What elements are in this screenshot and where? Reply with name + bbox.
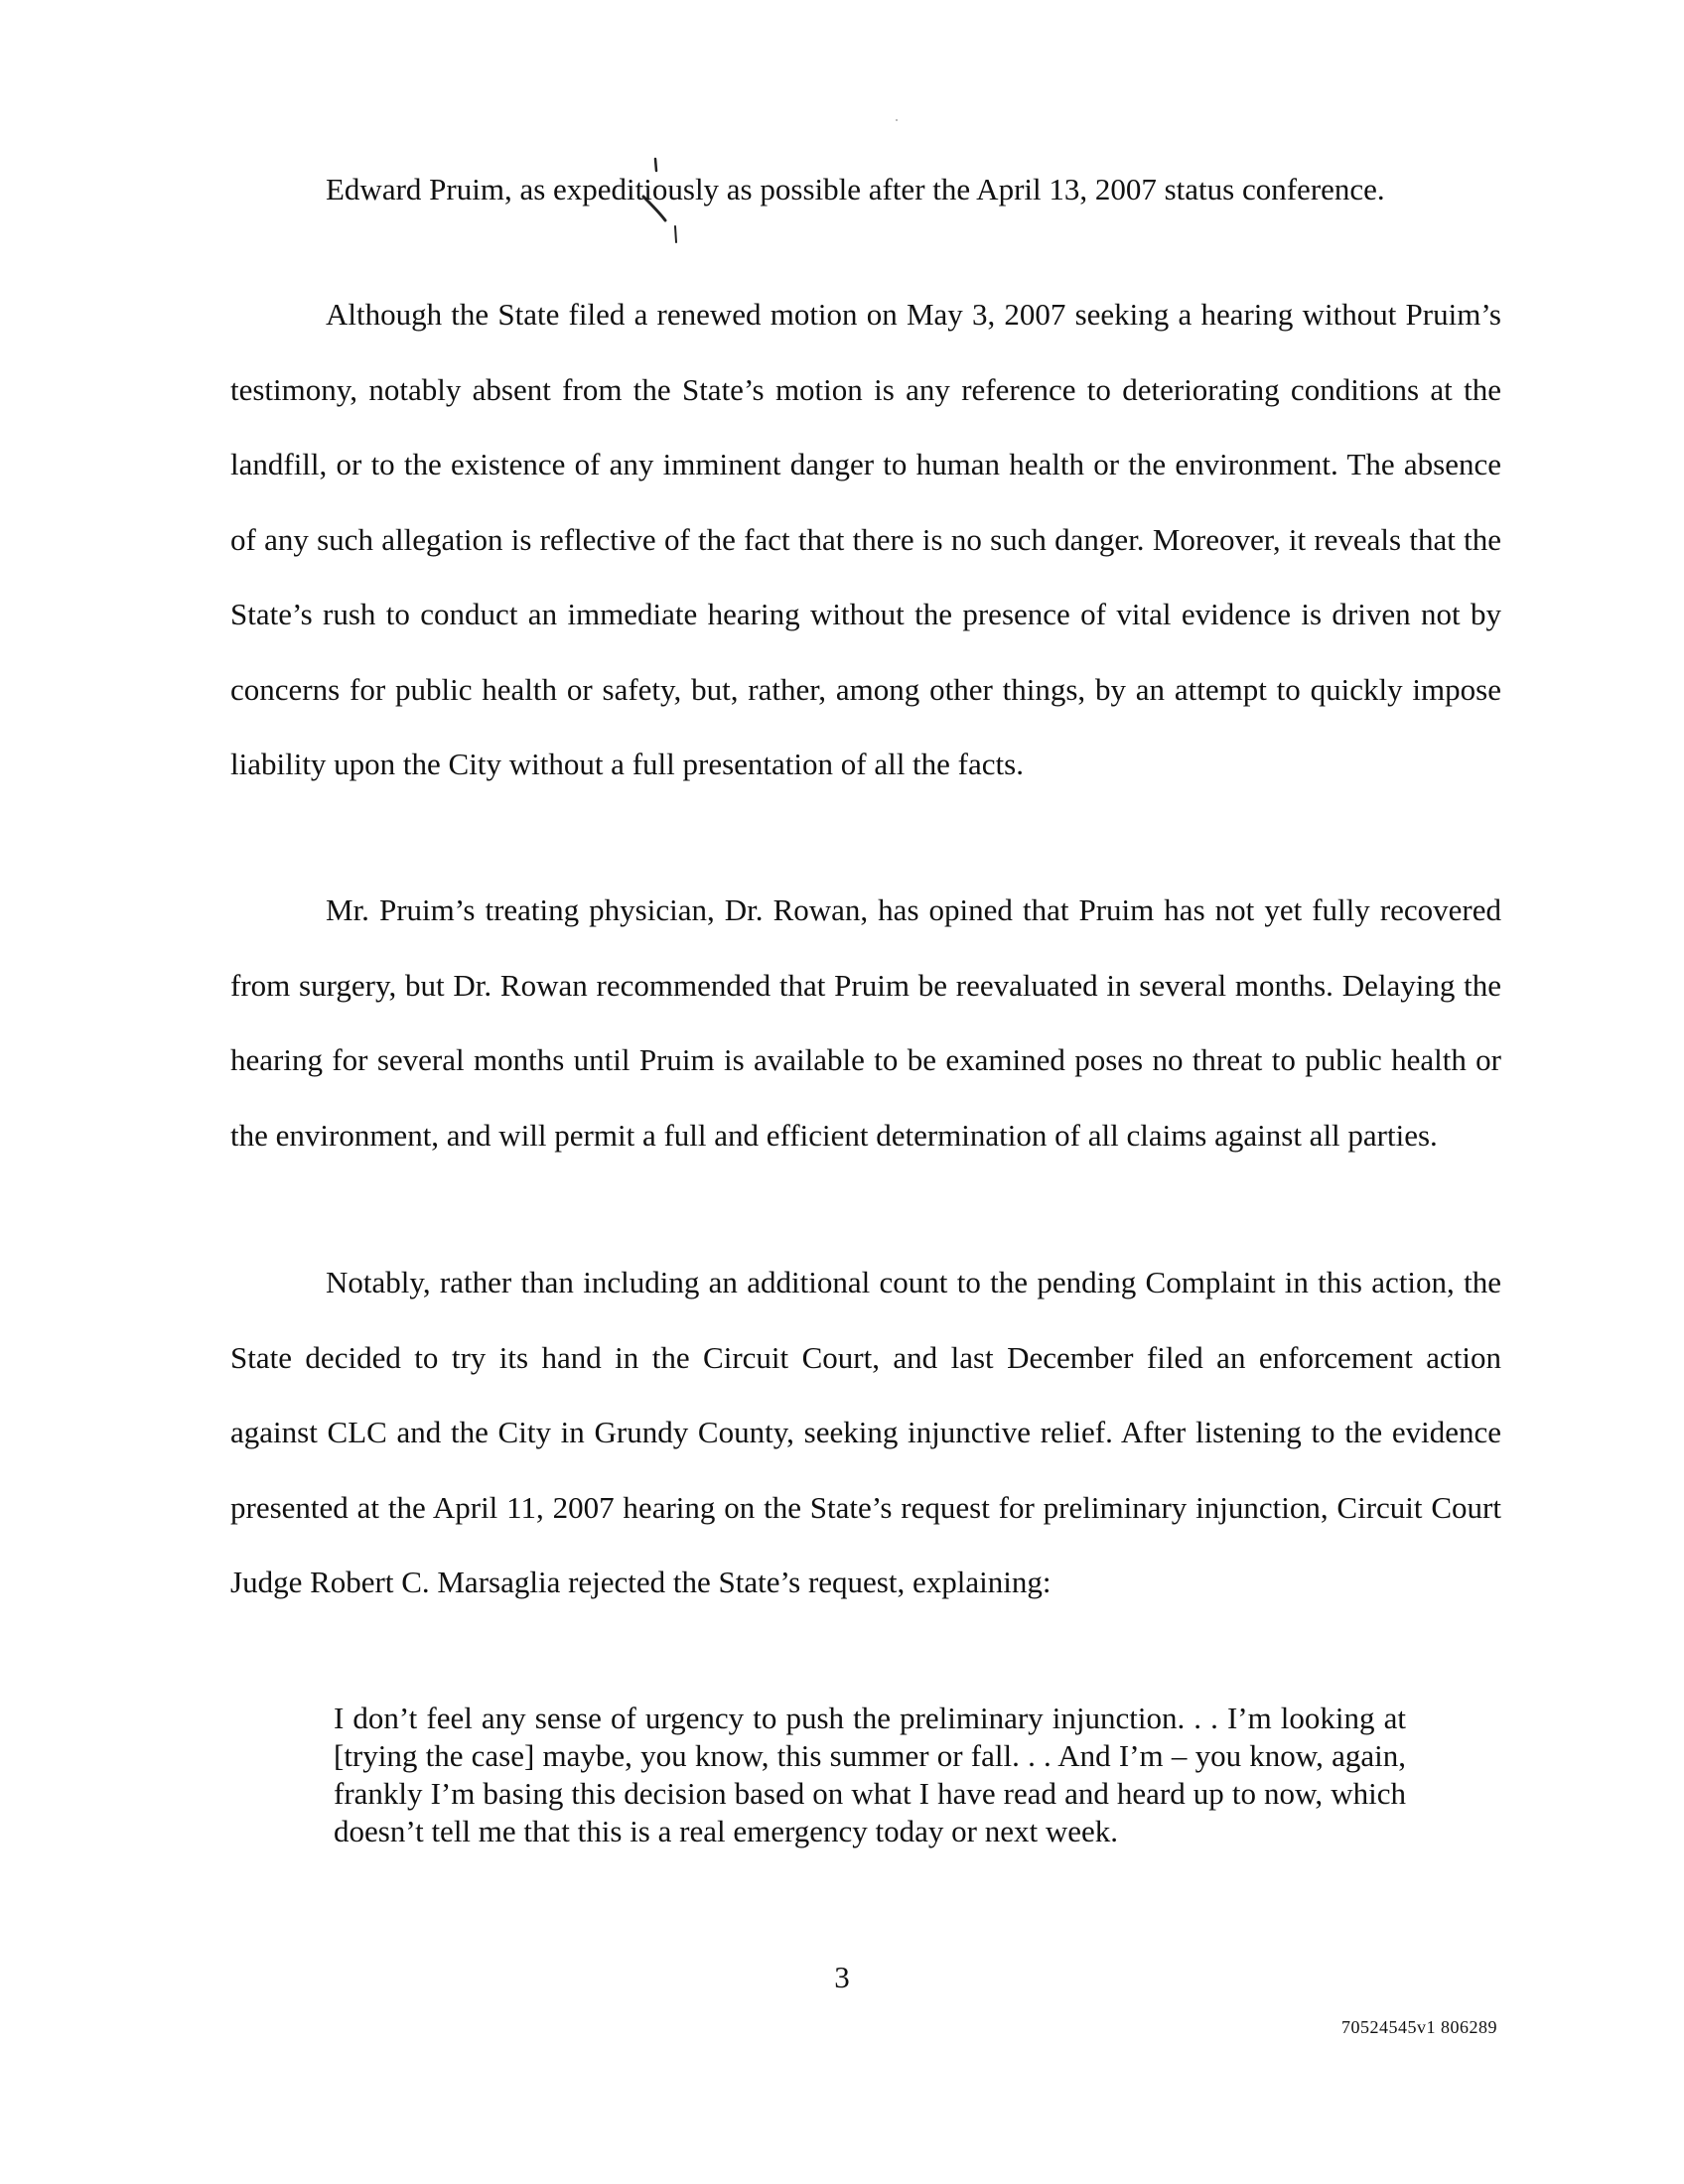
page-number: 3	[834, 1960, 850, 1994]
scan-speck	[896, 119, 898, 121]
paragraph-treating-physician: Mr. Pruim’s treating physician, Dr. Rowan, has opined that Pruim has not yet fully recovered from surgery, but Dr. Rowan recommended that Pruim be reevaluated in several months. Delaying the hearing for several months until Pruim is available to be examined poses no threat to public health or the environment, and will permit a full and efficient determination of all claims against all parties.	[230, 892, 1501, 1153]
paragraph-circuit-court: Notably, rather than including an additional count to the pending Complaint in this action, the State decided to try its hand in the Circuit Court, and last December filed an enforcement action against CLC and the City in Grundy County, seeking injunctive relief. After listening to the evidence presented at the April 11, 2007 hearing on the State’s request for preliminary injunction, Circuit Court Judge Robert C. Marsaglia rejected the State’s request, explaining:	[230, 1265, 1501, 1599]
block-quote-judge: I don’t feel any sense of urgency to push the preliminary injunction. . . I’m looking at [trying the case] maybe, you know, this summer or fall. . . And I’m – you know, again, frankly I’m basing this decision based on what I have read and heard up to now, which doesn’t tell me that this is a real emergency today or next week.	[334, 1701, 1406, 1848]
document-id: 70524545v1 806289	[1341, 2017, 1497, 2037]
paragraph-state-renewed-motion: Although the State filed a renewed motion on May 3, 2007 seeking a hearing without Pruim’s testimony, notably absent from the State’s motion is any reference to deteriorating conditions at the landfill, or to the existence of any imminent danger to human health or the environment. The absence of any such allegation is reflective of the fact that there is no such danger. Moreover, it reveals that the State’s rush to conduct an immediate hearing without the presence of vital evidence is driven not by concerns for public health or safety, but, rather, among other things, by an attempt to quickly impose liability upon the City without a full presentation of all the facts.	[230, 297, 1501, 781]
continuation-paragraph: Edward Pruim, as expeditiously as possible after the April 13, 2007 status conference.	[326, 172, 1385, 206]
